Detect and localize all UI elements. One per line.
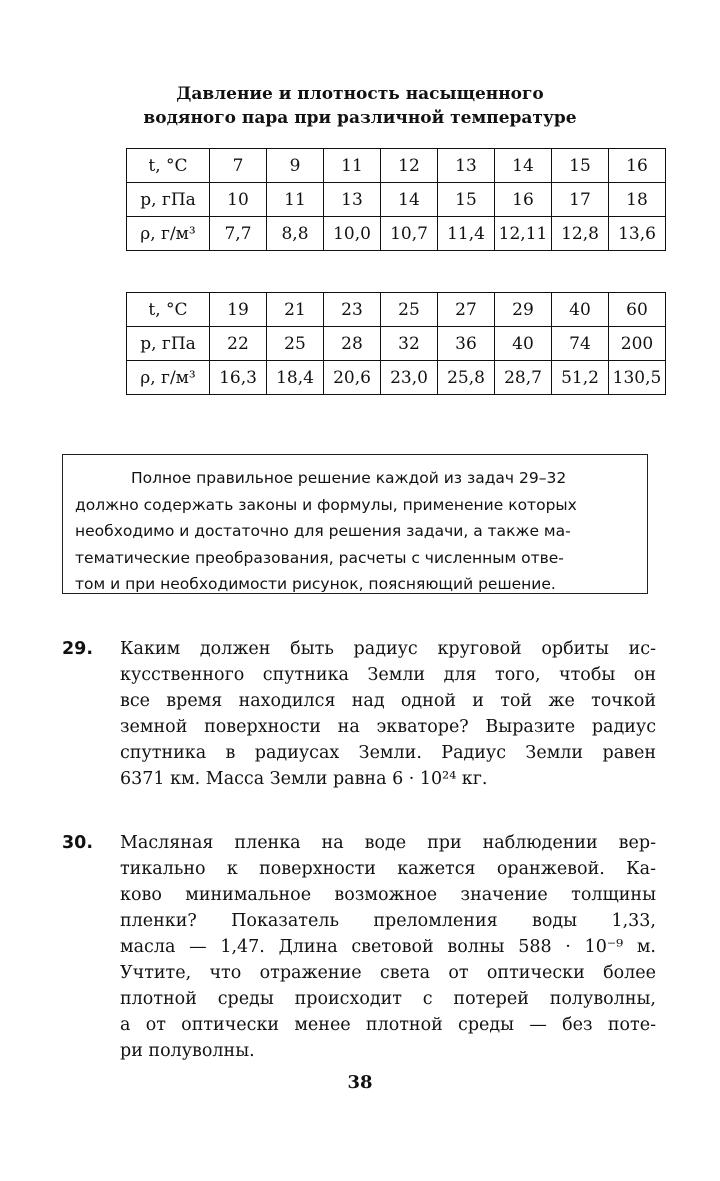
table-cell: 7,7 <box>210 217 267 251</box>
table-cell: 8,8 <box>267 217 324 251</box>
table-cell: 12 <box>381 149 438 183</box>
table-cell: 130,5 <box>609 361 666 395</box>
table-row-density <box>127 217 666 251</box>
notice-line: тематические преобразования, расчеты с численным отве- <box>75 548 564 567</box>
table-cell: 9 <box>267 149 324 183</box>
table-cell: 25 <box>267 327 324 361</box>
problem-text <box>120 636 656 792</box>
table-cell: 23 <box>324 293 381 327</box>
notice-line: должно содержать законы и формулы, применение которых <box>75 495 577 514</box>
problem-number: 30. <box>62 833 94 853</box>
row-header-pressure: p, гПа <box>127 327 210 361</box>
table-cell: 36 <box>438 327 495 361</box>
table-cell: 25,8 <box>438 361 495 395</box>
table-cell: 14 <box>381 183 438 217</box>
table-title-line-2: водяного пара при различной температуре <box>143 108 577 128</box>
problem-line: масла — 1,47. Длина световой волны 588 · 10⁻⁹ м. <box>120 937 656 957</box>
table-cell: 10,7 <box>381 217 438 251</box>
problem-line: а от оптически менее плотной среды — без поте- <box>120 1015 656 1035</box>
notice-line: том и при необходимости рисунок, поясняющий решение. <box>75 575 556 593</box>
table-row-pressure <box>127 327 666 361</box>
table-cell: 51,2 <box>552 361 609 395</box>
row-header-temperature: t, °C <box>127 149 210 183</box>
notice-line: Полное правильное решение каждой из задач 29–32 <box>131 469 567 487</box>
problem-line: Масляная пленка на воде при наблюдении вер- <box>120 833 656 853</box>
table-cell: 18,4 <box>267 361 324 395</box>
table-cell: 40 <box>552 293 609 327</box>
table-cell: 22 <box>210 327 267 361</box>
problem-line: плотной среды происходит с потерей полуволны, <box>120 989 656 1009</box>
table-cell: 16 <box>609 149 666 183</box>
problem-number: 29. <box>62 639 94 659</box>
table-row-density <box>127 361 666 395</box>
table-cell: 16,3 <box>210 361 267 395</box>
table-cell: 27 <box>438 293 495 327</box>
problem-line: ково минимальное возможное значение толщины <box>120 885 656 905</box>
table-cell: 74 <box>552 327 609 361</box>
table-cell: 18 <box>609 183 666 217</box>
table-cell: 19 <box>210 293 267 327</box>
problem-line: ри полуволны. <box>120 1041 255 1061</box>
table-cell: 40 <box>495 327 552 361</box>
table-cell: 60 <box>609 293 666 327</box>
table-cell: 14 <box>495 149 552 183</box>
table-row-temperature <box>127 149 666 183</box>
table-cell: 20,6 <box>324 361 381 395</box>
table-title-line-1: Давление и плотность насыщенного <box>176 84 544 104</box>
table-cell: 13,6 <box>609 217 666 251</box>
table-cell: 15 <box>552 149 609 183</box>
table-cell: 7 <box>210 149 267 183</box>
problem-text <box>120 830 656 1064</box>
table-cell: 13 <box>324 183 381 217</box>
vapor-table-1 <box>126 148 666 251</box>
table-cell: 200 <box>609 327 666 361</box>
problem-line: все время находился над одной и той же точкой <box>120 691 656 711</box>
table-cell: 25 <box>381 293 438 327</box>
table-cell: 12,11 <box>495 217 552 251</box>
table-row-pressure <box>127 183 666 217</box>
problem-line: Каким должен быть радиус круговой орбиты ис- <box>120 639 656 659</box>
table-cell: 16 <box>495 183 552 217</box>
row-header-temperature: t, °C <box>127 293 210 327</box>
table-cell: 11 <box>267 183 324 217</box>
table-cell: 10,0 <box>324 217 381 251</box>
row-header-pressure: p, гПа <box>127 183 210 217</box>
table-title <box>0 82 720 130</box>
notice-line: необходимо и достаточно для решения задачи, а также ма- <box>75 522 571 540</box>
problem-line: тикально к поверхности кажется оранжевой. Ка- <box>120 859 656 879</box>
page-number: 38 <box>347 1072 373 1093</box>
table-cell: 23,0 <box>381 361 438 395</box>
row-header-density: ρ, г/м³ <box>127 217 210 251</box>
table-cell: 28 <box>324 327 381 361</box>
problem-line: пленки? Показатель преломления воды 1,33, <box>120 911 656 931</box>
row-header-density: ρ, г/м³ <box>127 361 210 395</box>
table-cell: 10 <box>210 183 267 217</box>
table-cell: 11 <box>324 149 381 183</box>
table-cell: 13 <box>438 149 495 183</box>
table-cell: 11,4 <box>438 217 495 251</box>
table-cell: 21 <box>267 293 324 327</box>
problem-line: спутника в радиусах Земли. Радиус Земли равен <box>120 743 656 763</box>
problem-line: Учтите, что отражение света от оптически более <box>120 963 656 983</box>
vapor-table-2 <box>126 292 666 395</box>
table-cell: 28,7 <box>495 361 552 395</box>
table-cell: 12,8 <box>552 217 609 251</box>
solution-requirements-box <box>62 454 648 594</box>
problem-line: земной поверхности на экваторе? Выразите радиус <box>120 717 656 737</box>
table-cell: 32 <box>381 327 438 361</box>
table-cell: 15 <box>438 183 495 217</box>
problem-line: 6371 км. Масса Земли равна 6 · 10²⁴ кг. <box>120 769 488 789</box>
table-cell: 17 <box>552 183 609 217</box>
problem-line: кусственного спутника Земли для того, чтобы он <box>120 665 656 685</box>
table-row-temperature <box>127 293 666 327</box>
table-cell: 29 <box>495 293 552 327</box>
